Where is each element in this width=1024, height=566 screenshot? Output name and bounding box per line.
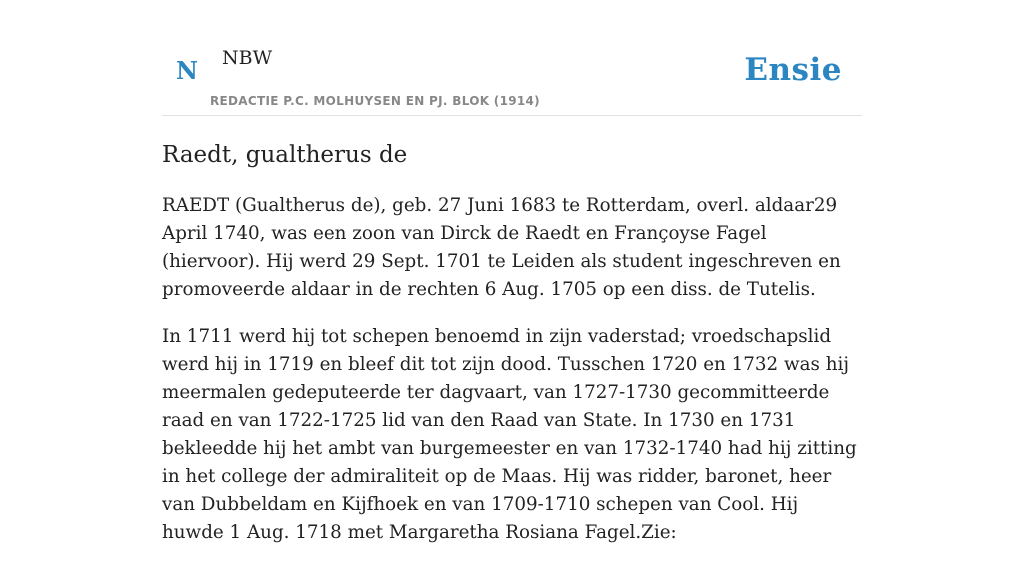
ensie-logo[interactable]: Ensie	[744, 52, 842, 88]
publication-logo[interactable]: N	[176, 56, 198, 85]
article-paragraph: In 1711 werd hij tot schepen benoemd in zijn vaderstad; vroedschapslid werd hij in 1719 en bleef dit tot zijn dood. Tusschen 1720 en 1732 was hij meermalen gedeputeerde ter dagvaart, van 1727-1730 gecommitteerde raad en van 1722-1725 lid van den Raad van State. In 1730 en 1731 bekleedde hij het ambt van burgemeester en van 1732-1740 had hij zitting in het college der admiraliteit op de Maas. Hij was ridder, baronet, heer van Dubbeldam en Kijfhoek en van 1709-1710 schepen van Cool. Hij huwde 1 Aug. 1718 met Margaretha Rosiana Fagel.Zie:	[162, 326, 857, 543]
site-header	[162, 40, 862, 116]
publication-name[interactable]: NBW	[222, 47, 273, 69]
article-paragraph: RAEDT (Gualtherus de), geb. 27 Juni 1683 te Rotterdam, overl. aldaar29 April 1740, was een zoon van Dirck de Raedt en Françoyse Fagel (hiervoor). Hij werd 29 Sept. 1701 te Leiden als student ingeschreven en promoveerde aldaar in de rechten 6 Aug. 1705 op een diss. de Tutelis.	[162, 195, 841, 300]
publication-editors: REDACTIE P.C. MOLHUYSEN EN PJ. BLOK (1914)	[210, 94, 540, 108]
article-body	[162, 192, 864, 566]
article-title: Raedt, gualtherus de	[162, 142, 408, 168]
